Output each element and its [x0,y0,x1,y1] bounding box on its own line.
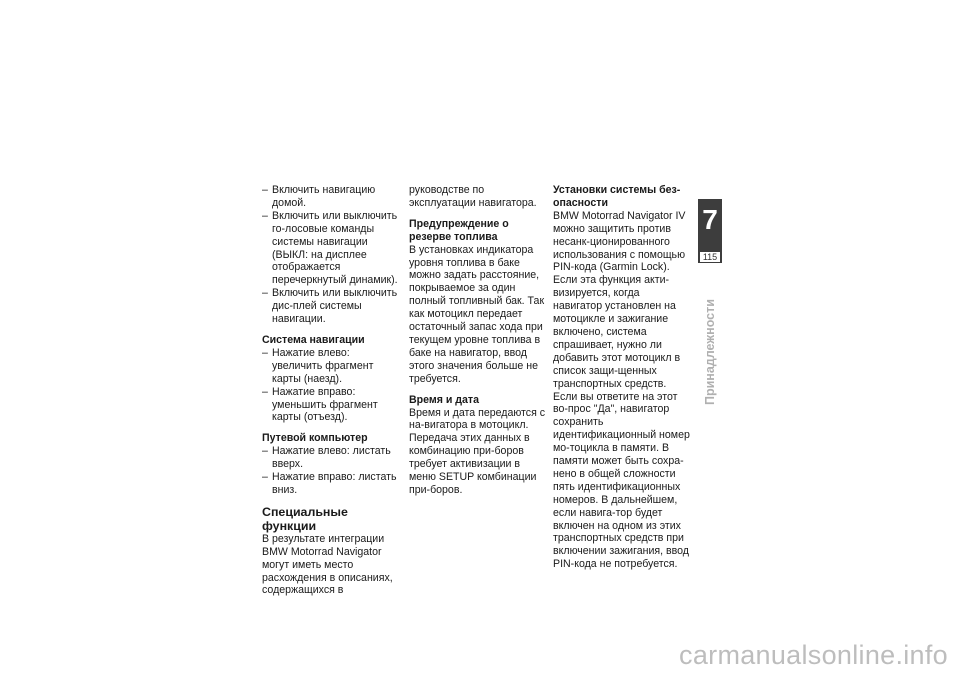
list-item: – Нажатие вправо: листать вниз. [262,471,402,497]
section-heading-security-settings: Установки системы без-опасности [553,184,681,209]
section-heading-fuel-reserve: Предупреждение о резерве топлива [409,217,509,243]
paragraph: BMW Motorrad Navigator IV можно защитить против несанк-ционированного использования с помощью PIN-кода (Garmin Lock). Если эта функция акти-визируется, когда навигатор установлен на мотоцикле и зажигание включено, система спрашивает, нужно ли добавить этот мотоцикл в список защи-щенных транспортных средств. Если вы ответите на этот во-прос "Да", навигатор сохранить идентификационный номер мо-тоцикла в памяти. В памяти может быть сохра-нено в общей сложности пять идентификационных номеров. В дальнейшем, если навига-тор будет включен на одном из этих транспортных средств при включении зажигания, ввод PIN-кода не потребуется. [553,209,690,571]
column-1 [262,184,402,597]
section-heading-time-date: Время и дата [409,393,479,406]
list-item: – Включить или выключить го-лосовые команды системы навигации (ВЫКЛ: на дисплее отображается перечеркнутый динамик). [262,210,402,287]
chapter-title: Принадлежности [703,299,717,405]
list-item: – Нажатие вправо: уменьшить фрагмент карты (отъезд). [262,386,402,425]
section-heading-special-functions: Специальные функции [262,504,348,533]
section-heading-trip-computer: Путевой компьютер [262,432,368,445]
list-item: – Включить или выключить дис-плей системы навигации. [262,287,402,326]
list-item: – Нажатие влево: листать вверх. [262,445,402,471]
section-heading-navigation: Система навигации [262,333,365,346]
chapter-number: 7 [702,204,718,235]
column-3 [553,184,691,571]
paragraph: В результате интеграции BMW Motorrad Navigator могут иметь место расхождения в описаниях, содержащихся в [262,532,393,597]
list-item: – Включить навигацию домой. [262,184,402,210]
column-2 [409,184,546,497]
paragraph: руководстве по эксплуатации навигатора. [409,184,537,209]
watermark: carmanualsonline.info [679,640,948,670]
paragraph: В установках индикатора уровня топлива в баке можно задать расстояние, покрываемое за один полный топливный бак. Так как мотоцикл передает остаточный запас хода при текущем уровне топлива в баке на навигатор, ввод этого значения больше не требуется. [409,243,545,385]
paragraph: Время и дата передаются с на-вигатора в мотоцикл. Передача этих данных в комбинацию при-боров требует активизации в меню SETUP комбинации при-боров. [409,406,546,496]
list-item: – Нажатие влево: увеличить фрагмент карты (наезд). [262,347,402,386]
page-number: 115 [700,252,720,262]
